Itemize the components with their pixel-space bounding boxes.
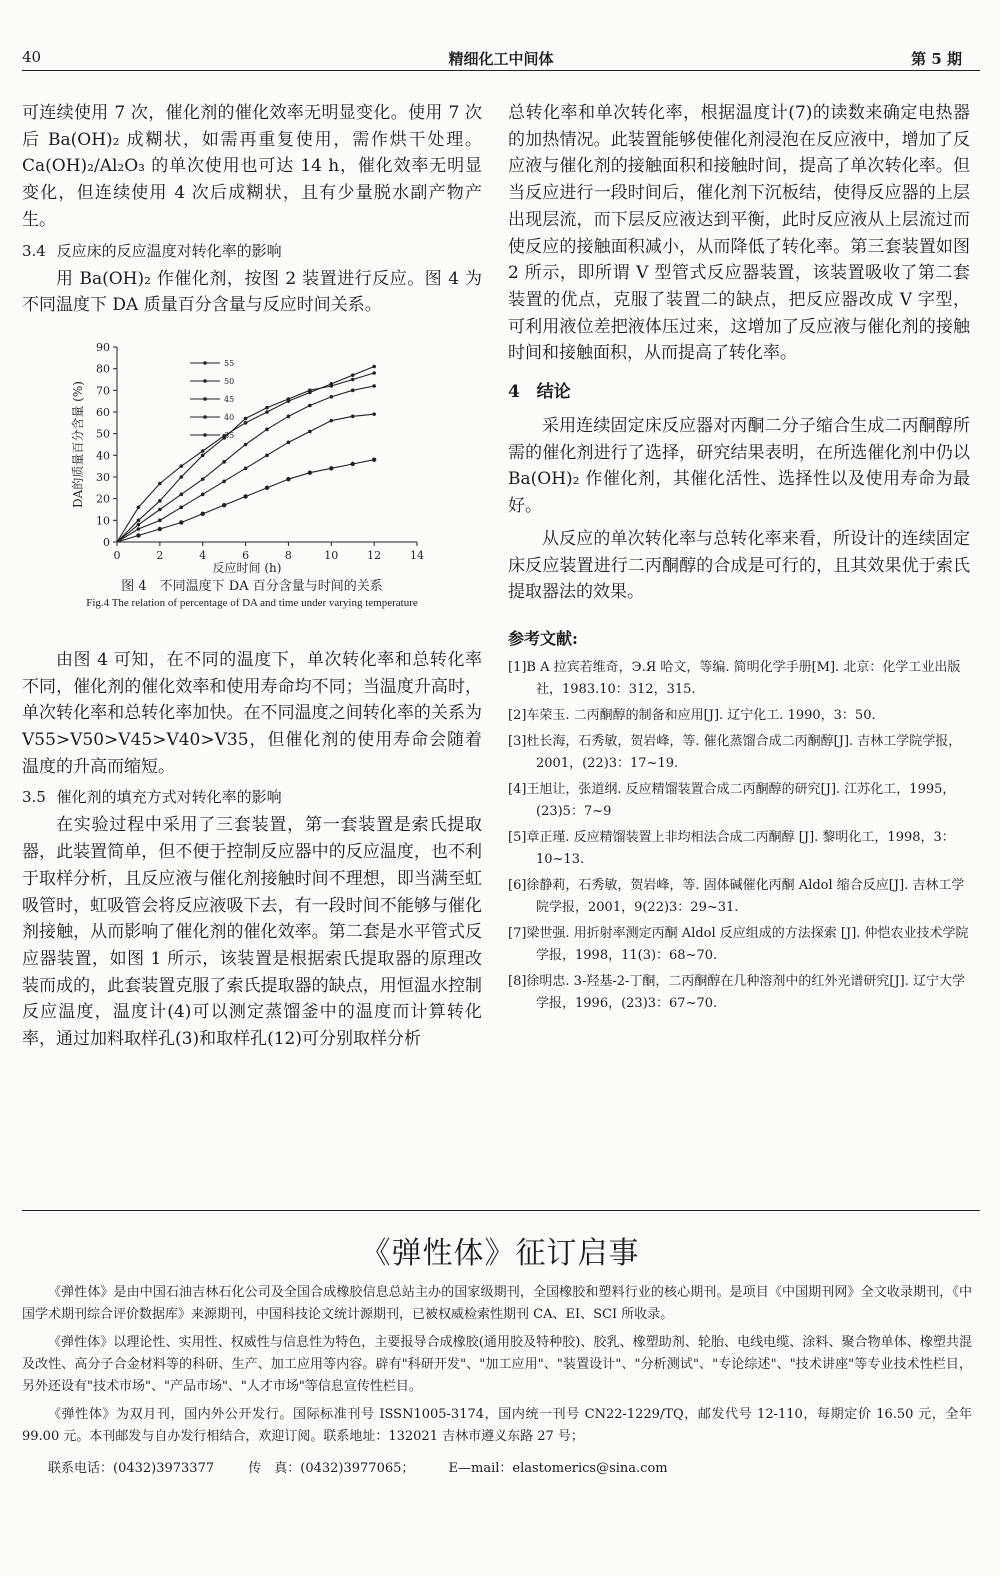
- data-point: [287, 440, 291, 444]
- data-point: [201, 492, 205, 496]
- legend-label: 50: [224, 376, 235, 386]
- legend-label: 45: [224, 394, 235, 404]
- y-tick-label: 80: [96, 362, 110, 376]
- data-point: [351, 414, 355, 418]
- data-point: [286, 477, 290, 481]
- notice-paragraph: 《弹性体》为双月刊，国内外公开发行。国际标准刊号 ISSN1005-3174，国内统一刊号 CN22-1229/TQ，邮发代号 12-110，每期定价 16.50 元，全年 99.00 元。本刊邮发与自办发行相结合，欢迎订阅。联系地址：132021 吉林市遵义东路 27 号；: [22, 1407, 972, 1444]
- data-point: [158, 482, 162, 486]
- journal-title: 精细化工中间体: [448, 50, 554, 68]
- data-point: [372, 384, 376, 388]
- data-point: [179, 492, 183, 496]
- left-column: [22, 100, 482, 1053]
- data-point: [351, 388, 355, 392]
- series-line: [117, 460, 374, 542]
- divider: [22, 1210, 980, 1211]
- x-tick-label: 4: [199, 548, 207, 562]
- x-tick-label: 6: [242, 548, 250, 562]
- data-point: [158, 499, 162, 503]
- data-point: [351, 462, 355, 466]
- x-tick-label: 14: [410, 548, 424, 562]
- paragraph: 采用连续固定床反应器对丙酮二分子缩合生成二丙酮醇所需的催化剂进行了选择，研究结果表明，在所选催化剂中仍以 Ba(OH)₂ 作催化剂，其催化活性、选择性以及使用寿命为最好。: [508, 416, 970, 517]
- data-point: [287, 397, 291, 401]
- reference-item: [2]车荣玉. 二丙酮醇的制备和应用[J]. 辽宁化工. 1990，3：50.: [508, 707, 876, 723]
- data-point: [158, 518, 162, 522]
- email: E—mail：elastomerics@sina.com: [448, 1461, 668, 1476]
- reference-item: [4]王旭让，张道纲. 反应精馏装置合成二丙酮醇的研究[J]. 江苏化工，1995，(23)5：7~9: [508, 781, 956, 819]
- reference-item: [7]梁世强. 用折射率测定丙酮 Aldol 反应组成的方法探索 [J]. 仲恺农业技术学院学报，1998，11(3)：68~70.: [508, 925, 969, 963]
- data-point: [265, 406, 269, 410]
- data-point: [158, 527, 162, 531]
- data-point: [158, 508, 162, 512]
- data-point: [137, 518, 141, 522]
- section-title: 结论: [536, 382, 571, 403]
- y-tick-label: 40: [96, 449, 110, 463]
- paragraph: 总转化率和单次转化率，根据温度计(7)的读数来确定电热器的加热情况。此装置能够使催化剂浸泡在反应液中，增加了反应液与催化剂的接触面积和接触时间，提高了单次转化率。但当反应进行一段时间后，催化剂下沉板结，使得反应器的上层出现层流，而下层反应液达到平衡，此时反应液从上层流过而使反应的接触面积减小，从而降低了转化率。第三套装置如图 2 所示，即所谓 V 型管式反应器装置，该装置吸收了第二套装置的优点，克服了装置二的缺点，把反应器改成 V 字型，可利用液位差把液体压过来，这增加了反应液与催化剂的接触时间和接触面积，从而提高了转化率。: [508, 103, 970, 364]
- y-tick-label: 30: [96, 470, 110, 484]
- legend-label: 55: [224, 358, 235, 368]
- section-number: 3.4: [22, 241, 46, 260]
- reference-item: [1]B A 拉宾若维奇，Э.Я 哈文，等编. 简明化学手册[M]. 北京：化学工业出版社，1983.10：312，315.: [508, 659, 961, 697]
- paragraph: 用 Ba(OH)₂ 作催化剂，按图 2 装置进行反应。图 4 为不同温度下 DA 质量百分含量与反应时间关系。: [22, 268, 482, 316]
- data-point: [329, 466, 333, 470]
- data-point: [137, 527, 141, 531]
- legend-marker: [203, 361, 207, 365]
- contact-line: [22, 1458, 972, 1480]
- data-point: [179, 464, 183, 468]
- references-heading: 参考文献:: [508, 628, 578, 648]
- data-point: [329, 384, 333, 388]
- data-point: [308, 404, 312, 408]
- data-point: [137, 523, 141, 527]
- x-tick-label: 12: [367, 548, 382, 562]
- paragraph: 由图 4 可知，在不同的温度下，单次转化率和总转化率不同，催化剂的催化效率和使用寿命均不同；当温度升高时，单次转化率和总转化率加快。在不同温度之间转化率的关系为 V55>V50>V45>V40>V35，但催化剂的使用寿命会随着温度的升高而缩短。: [22, 649, 482, 777]
- reference-item: [3]杜长海，石秀敏，贺岩峰，等. 催化蒸馏合成二丙酮醇[J]. 吉林工学院学报，2001，(22)3：17~19.: [508, 733, 962, 771]
- right-column: [508, 100, 970, 1019]
- data-point: [329, 395, 333, 399]
- figure-caption-cn: 图 4 不同温度下 DA 百分含量与时间的关系: [121, 578, 383, 594]
- figure-caption-en: Fig.4 The relation of percentage of DA and time under varying temperature: [86, 596, 418, 609]
- data-point: [372, 371, 376, 375]
- data-point: [244, 417, 248, 421]
- x-tick-label: 0: [113, 548, 121, 562]
- paragraph: 可连续使用 7 次，催化剂的催化效率无明显变化。使用 7 次后 Ba(OH)₂ 成糊状，如需再重复使用，需作烘干处理。Ca(OH)₂/Al₂O₃ 的单次使用也可达 14 h，催化效率无明显变化，但连续使用 4 次后成糊状，且有少量脱水副产物产生。: [22, 103, 482, 230]
- y-tick-label: 0: [103, 535, 110, 549]
- data-point: [244, 443, 248, 447]
- fax: 传 真：(0432)3977065；: [248, 1461, 415, 1476]
- reference-item: [8]徐明忠. 3-羟基-2-丁酮，二丙酮醇在几种溶剂中的红外光谱研究[J]. 辽宁大学学报，1996，(23)3：67~70.: [508, 973, 966, 1011]
- section-title: 催化剂的填充方式对转化率的影响: [56, 788, 282, 807]
- legend-label: 35: [224, 430, 235, 440]
- issue-number: 第 5 期: [911, 50, 962, 68]
- reference-item: [6]徐静莉，石秀敏，贺岩峰，等. 固体碱催化丙酮 Aldol 缩合反应[J]. 吉林工学院学报，2001，9(22)3：29~31.: [508, 877, 965, 915]
- page-number: 40: [22, 48, 42, 66]
- section-heading: [22, 238, 482, 264]
- legend-marker: [203, 397, 207, 401]
- data-point: [179, 475, 183, 479]
- reference-item: [5]章正瑾. 反应精馏装置上非均相法合成二丙酮醇 [J]. 黎明化工，1998，3：10~13.: [508, 829, 955, 867]
- data-point: [265, 410, 269, 414]
- data-point: [265, 453, 269, 457]
- subscription-notice: [22, 1282, 972, 1486]
- page-header: [22, 40, 980, 71]
- data-point: [351, 373, 355, 377]
- data-point: [179, 520, 183, 524]
- data-point: [308, 388, 312, 392]
- notice-paragraph: 《弹性体》以理论性、实用性、权威性与信息性为特色，主要报导合成橡胶(通用胶及特种胶)、胶乳、橡塑助剂、轮胎、电线电缆、涂料、聚合物单体、橡塑共混及改性、高分子合金材料等的科研、生产、加工应用等内容。辟有"科研开发"、"加工应用"、"装置设计"、"分析测试"、"专论综述"、"技术讲座"等专业技术性栏目，另外还设有"技术市场"、"产品市场"、"人才市场"等信息宣传性栏目。: [22, 1335, 972, 1394]
- section-heading: [22, 784, 482, 810]
- data-point: [351, 378, 355, 382]
- data-point: [201, 477, 205, 481]
- data-point: [179, 505, 183, 509]
- paragraph: 在实验过程中采用了三套装置，第一套装置是索氏提取器，此装置简单，但不便于控制反应器中的反应温度，也不利于取样分析，且反应液与催化剂接触时间不理想，即当满至虹吸管时，虹吸管会将反应液吸下去，有一段时间不能够与催化剂接触，从而影响了催化剂的催化效率。第二套是水平管式反应器装置，如图 1 所示，该装置是根据索氏提取器的原理改装而成的，此套装置克服了索氏提取器的缺点，用恒温水控制反应温度，温度计(4)可以测定蒸馏釜中的温度而计算转化率，通过加料取样孔(3)和取样孔(12)可分别取样分析: [22, 815, 482, 1050]
- data-point: [137, 505, 141, 509]
- x-axis-label: 反应时间 (h): [212, 560, 282, 575]
- data-point: [201, 512, 205, 516]
- section-number: 4: [508, 382, 520, 403]
- notice-paragraph: 《弹性体》是由中国石油吉林石化公司及全国合成橡胶信息总站主办的国家级期刊，全国橡胶和塑料行业的核心期刊。是项目《中国期刊网》全文收录期刊，《中国学术期刊综合评价数据库》来源期刊，中国科技论文统计源期刊，已被权威检索性期刊 CA、EI、SCI 所收录。: [22, 1285, 972, 1322]
- data-point: [244, 421, 248, 425]
- reference-list: [508, 657, 970, 1015]
- data-point: [308, 470, 312, 474]
- data-point: [308, 430, 312, 434]
- y-tick-label: 70: [96, 384, 110, 398]
- data-point: [222, 503, 226, 507]
- data-point: [287, 414, 291, 418]
- data-point: [201, 453, 205, 457]
- legend-marker: [203, 415, 207, 419]
- legend-label: 40: [224, 412, 235, 422]
- y-tick-label: 90: [96, 340, 110, 354]
- y-tick-label: 60: [96, 405, 110, 419]
- data-point: [329, 419, 333, 423]
- figure-4: [22, 335, 482, 627]
- data-point: [244, 466, 248, 470]
- y-tick-label: 50: [96, 427, 110, 441]
- series-line: [117, 386, 374, 542]
- data-point: [136, 533, 140, 537]
- data-point: [372, 412, 376, 416]
- data-point: [265, 427, 269, 431]
- section-number: 3.5: [22, 788, 46, 807]
- data-point: [372, 365, 376, 369]
- data-point: [372, 457, 376, 461]
- paragraph: 从反应的单次转化率与总转化率来看，所设计的连续固定床反应装置进行二丙酮醇的合成是可行的，且其效果优于索氏提取器法的效果。: [508, 528, 970, 603]
- data-point: [201, 449, 205, 453]
- x-tick-label: 10: [324, 548, 339, 562]
- section-title: 反应床的反应温度对转化率的影响: [56, 241, 282, 260]
- data-point: [222, 460, 226, 464]
- section-heading: [508, 379, 970, 405]
- line-chart: [22, 335, 482, 575]
- series-line: [117, 414, 374, 542]
- data-point: [265, 486, 269, 490]
- series-line: [117, 373, 374, 542]
- legend-marker: [203, 433, 207, 437]
- x-tick-label: 8: [284, 548, 292, 562]
- phone: 联系电话：(0432)3973377: [48, 1461, 215, 1476]
- y-tick-label: 10: [96, 514, 110, 528]
- y-axis-label: DA的质量百分含量 (%): [71, 380, 85, 508]
- data-point: [243, 494, 247, 498]
- y-tick-label: 20: [96, 492, 110, 506]
- data-point: [222, 479, 226, 483]
- notice-title: 《弹性体》征订启事: [360, 1236, 640, 1271]
- series-line: [117, 366, 374, 542]
- x-tick-label: 2: [156, 548, 164, 562]
- legend-marker: [203, 379, 207, 383]
